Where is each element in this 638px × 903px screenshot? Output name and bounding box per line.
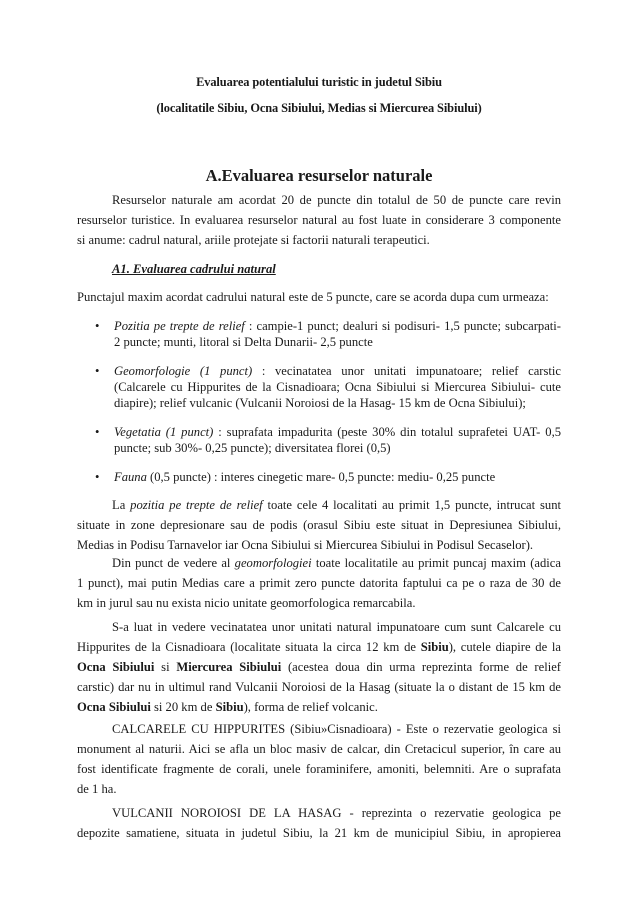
list-item-vegetatie xyxy=(114,425,561,440)
place-name: Miercurea Sibiului xyxy=(176,660,282,674)
text: : suprafata impadurita (peste 30% din totalul suprafetei UAT- 0,5 xyxy=(213,425,562,439)
bullet-glyph: • xyxy=(95,425,100,439)
text: toate localitatile au primit puncaj maxim (adica xyxy=(311,556,561,570)
intro-line: Punctajul maxim acordat cadrului natural este de 5 puncte, care se acorda dupa cum urmeaza: xyxy=(77,290,549,304)
place-name: Sibiu xyxy=(420,640,449,654)
text-line xyxy=(112,556,561,571)
text-line: 2 puncte; munti, litoral si Delta Dunarii- 2,5 puncte xyxy=(114,335,373,349)
text-line xyxy=(112,498,561,513)
place-name: Ocna Sibiului xyxy=(77,660,155,674)
term: Pozitia pe trepte de relief xyxy=(114,319,245,333)
text-line: de 1 ha. xyxy=(77,782,117,796)
text-line: carstic) dar nu in ultimul rand Vulcanii Noroiosi de la Hasag (situate la o distant de 15 km de xyxy=(77,680,561,694)
bullet-glyph: • xyxy=(95,364,100,378)
text: Hippurites de la Cisnadioara (localitate situata la circa 12 km de xyxy=(77,640,421,654)
text: (acestea doua din urma reprezinta forme de relief xyxy=(281,660,561,674)
text: si xyxy=(154,660,177,674)
bullet-glyph: • xyxy=(95,319,100,333)
text-line xyxy=(77,640,561,655)
text: ), cutele diapire de la xyxy=(448,640,561,654)
term: geomorfologiei xyxy=(234,556,312,570)
list-item-fauna xyxy=(114,470,495,485)
place-name: Ocna Sibiului xyxy=(77,700,151,714)
text-line: CALCARELE CU HIPPURITES (Sibiu»Cisnadioara) - Este o rezervatie geologica si xyxy=(112,722,561,736)
section-heading: A.Evaluarea resurselor naturale xyxy=(205,166,433,185)
text-line: S-a luat in vedere vecinatatea unor unitati natural impunatoare cum sunt Calcarele cu xyxy=(112,620,561,634)
bullet-glyph: • xyxy=(95,470,100,484)
term: Fauna xyxy=(114,470,147,484)
text-line xyxy=(77,660,561,675)
text-line: km in jurul sau nu exista nicio unitate geomorfologica remarcabila. xyxy=(77,596,416,610)
text-line xyxy=(77,700,378,715)
text-line: 1 punct), mai putin Medias care a primit zero puncte datorita faptului ca pe o raza de 30 de xyxy=(77,576,561,590)
document-title: Evaluarea potentialului turistic in judetul Sibiu xyxy=(196,75,442,89)
list-item-geomorfologie xyxy=(114,364,561,379)
text: (0,5 puncte) : interes cinegetic mare- 0,5 puncte: mediu- 0,25 puncte xyxy=(146,470,496,484)
place-name: Sibiu xyxy=(215,700,244,714)
text-line: monument al naturii. Aici se afla un bloc masiv de calcar, din Cretacicul superior, în care au xyxy=(77,742,561,756)
subsection-heading xyxy=(112,262,276,277)
document-subtitle: (localitatile Sibiu, Ocna Sibiului, Medias si Miercurea Sibiului) xyxy=(156,101,482,115)
text: : campie-1 punct; dealuri si podisuri- 1,5 puncte; subcarpati- xyxy=(244,319,561,333)
text-line: Resurselor naturale am acordat 20 de puncte din totalul de 50 de puncte care revin xyxy=(112,193,561,207)
text-line: fost identificate fragmente de corali, unele foraminifere, amoniti, belemniti. Are o suprafata xyxy=(77,762,561,776)
text: Din punct de vedere al xyxy=(112,556,235,570)
text-line: resurselor turistice. In evaluarea resurselor natural au fost luate in considerare 3 componente xyxy=(77,213,561,227)
text-line: Medias in Podisu Tarnavelor iar Ocna Sibiului si Miercurea Sibiului in Podisul Secaselor). xyxy=(77,538,534,552)
text-line: VULCANII NOROIOSI DE LA HASAG - reprezinta o rezervatie geologica pe xyxy=(112,806,561,820)
text-line: diapire); relief vulcanic (Vulcanii Noroiosi de la Hasag- 15 km de Ocna Sibiului); xyxy=(114,396,526,410)
term: Geomorfologie (1 punct) xyxy=(114,364,253,378)
text: La xyxy=(112,498,131,512)
term: Vegetatia (1 punct) xyxy=(114,425,214,439)
text-line: depozite samatiene, situata in judetul Sibiu, la 21 km de municipiul Sibiu, in apropierea xyxy=(77,826,561,840)
text-line: puncte; sub 30%- 0,25 puncte); diversitatea florei (0,5) xyxy=(114,441,391,455)
text: ), forma de relief volcanic. xyxy=(243,700,378,714)
text-line: (Calcarele cu Hippurites de la Cisnadioara; Ocna Sibiului si Miercurea Sibiului- cute xyxy=(114,380,561,394)
text-line: situate in zone depresionare sau de podis (orasul Sibiu este situat in Depresiunea Sibiului, xyxy=(77,518,561,532)
text: toate cele 4 localitati au primit 1,5 puncte, intrucat sunt xyxy=(262,498,561,512)
term: pozitia pe trepte de relief xyxy=(130,498,263,512)
text: si 20 km de xyxy=(150,700,216,714)
text-line: si anume: cadrul natural, ariile protejate si factorii naturali terapeutici. xyxy=(77,233,430,247)
text: : vecinatatea unor unitati impunatoare; relief carstic xyxy=(252,364,561,378)
list-item-relief xyxy=(114,319,561,334)
subsection-heading-text: A1. Evaluarea cadrului natural xyxy=(112,262,276,276)
